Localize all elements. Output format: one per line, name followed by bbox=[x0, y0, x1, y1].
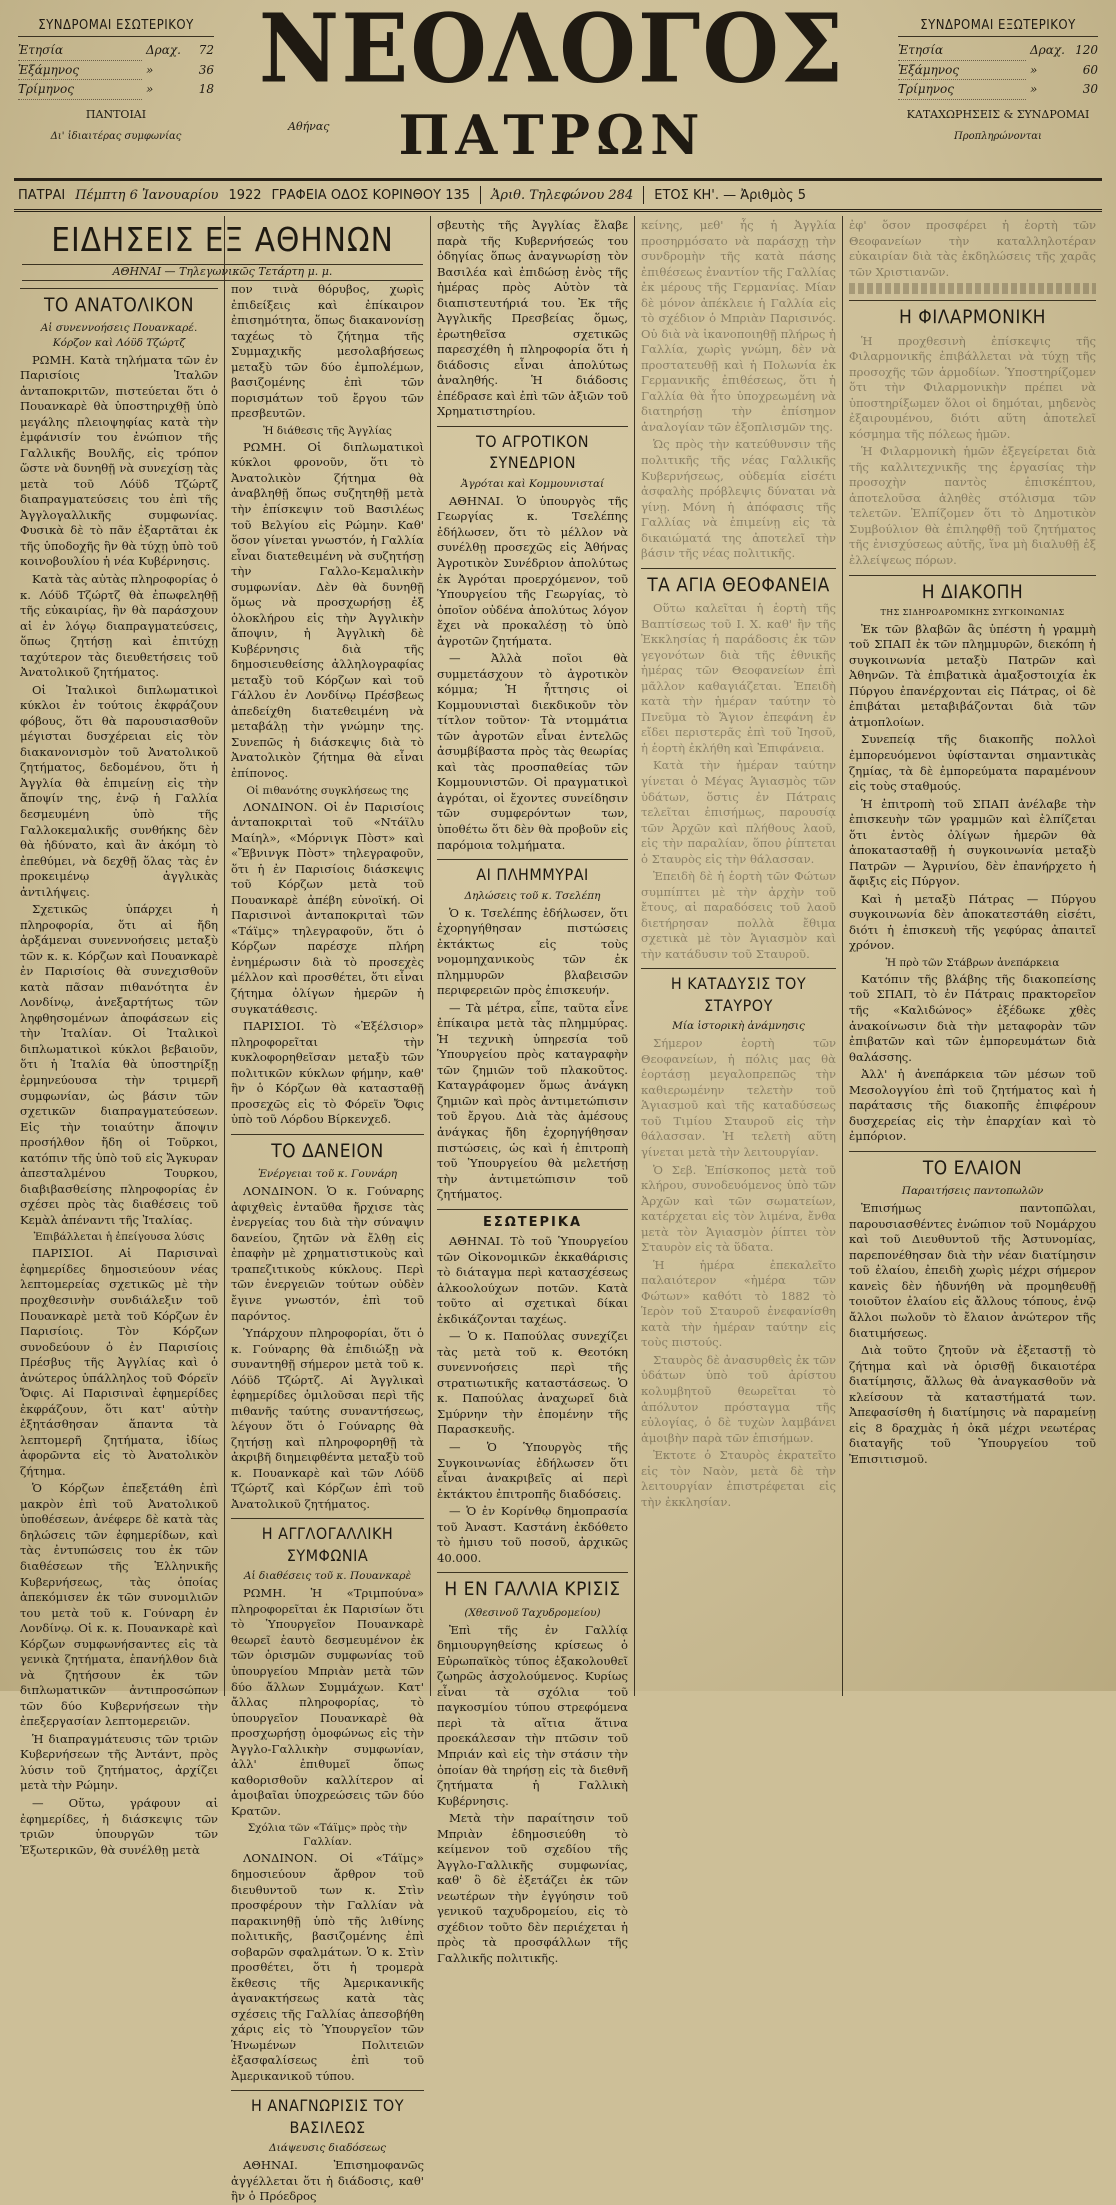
columns bbox=[14, 216, 1102, 2204]
paragraph: Ὑπάρχουν πληροφορίαι, ὅτι ὁ κ. Γούναρης θὰ ἐπιδιώξῃ νὰ συναντηθῇ σήμερον μετὰ τοῦ κ. Λόϋδ Τζώρτζ. Αἱ Ἀγγλικαὶ ἐφημερίδες ὁμιλοῦσαι περὶ τῆς πιθανῆς ταύτης συναντήσεως, λέγουν ὅτι ὁ Γούναρης θὰ ζητήσῃ καὶ πληροφορηθῇ τὰ ἀκριβῆ διημειφθέντα μεταξὺ τοῦ κ. Πουανκαρὲ καὶ τῶν Λόϋδ Τζώρτζ καὶ Κόρζων ἐπὶ τοῦ Ἀνατολικοῦ ζητήματος. bbox=[231, 1326, 424, 1511]
paragraph: — Τὰ μέτρα, εἶπε, ταῦτα εἶνε ἐπίκαιρα μετὰ τὰς πλημμύρας. Ἡ τεχνικὴ ὑπηρεσία τοῦ Ὑπουργείου πρὸς καταγραφὴν τῶν ζημιῶν τοῦ πλακοῦτος. Καταγράφομεν ὅμως ἀνάγκη ζημιῶν καὶ πρὸς ἀντιμετώπισιν τοῦ ἔργου. Διὰ τὰς ἀμέσους ἀνάγκας ἤδη ἐχορηγήθησαν πιστώσεις, ὡς καὶ ἡ ἐπιτροπὴ τοῦ Ὑπουργείου θὰ μελετήσῃ τὴν ἀντιμετώπισιν τοῦ ζητήματος. bbox=[437, 1000, 628, 1202]
paragraph: ΛΟΝΔΙΝΟΝ. Οἱ ἐν Παρισίοις ἀνταποκριταὶ τοῦ «Ντάϊλυ Μαίηλ», «Μόρνιγκ Πὸστ» καὶ «Ἔβνινγκ Πὸστ» τηλεγραφοῦν, ὅτι ἡ ἐν Παρισίοις διάσκεψις τοῦ Κόρζων μετὰ τοῦ Πουανκαρὲ ἀπέβη εὐνοϊκή. Οἱ Παρισινοὶ ἀνταποκριταὶ τῶν «Τάϊμς» τηλεγραφοῦν, ὅτι ὁ Κόρζων παρέσχε πλήρη ἐνημέρωσιν διὰ τὸ προσεχὲς μέλλον καὶ προσθέτει, ὅτι εἶναι ζήτημα ὀλίγων ἡμερῶν ἡ συγκατάθεσις. bbox=[231, 799, 424, 1016]
paragraph: — Ὁ Ὑπουργὸς τῆς Συγκοινωνίας ἐδήλωσεν ὅτι εἶναι ἀνακριβεῖς αἱ περὶ ἐκτάκτου ἐπιτροπῆς διαδόσεις. bbox=[437, 1439, 628, 1501]
paragraph: Ὁ κ. Τσελέπης ἐδήλωσεν, ὅτι ἐχορηγήθησαν πιστώσεις ἐκτάκτως εἰς τοὺς νομομηχανικοὺς τῶν ἐκ πλημμυρῶν βλαβεισῶν περιφερειῶν πρὸς ἐπισκευήν. bbox=[437, 905, 628, 998]
faded-print bbox=[849, 283, 1096, 294]
column-2 bbox=[225, 216, 431, 2204]
rate-row: Τρίμηνος » 18 bbox=[18, 80, 214, 100]
paragraph: ΑΘΗΝΑΙ. Ἐπισημοφανῶς ἀγγέλλεται ὅτι ἡ διάδοσις, καθ' ἣν ὁ Πρόεδρος bbox=[231, 2158, 424, 2204]
column-3 bbox=[431, 216, 635, 1965]
section-subtitle: Ἐνέργειαι τοῦ κ. Γουνάρη bbox=[257, 1168, 398, 1181]
headline-title: ΕΙΔΗΣΕΙΣ ΕΞ ΑΘΗΝΩΝ bbox=[51, 220, 394, 259]
dispatch-heading: Ἡ πρὸ τῶν Στάβρων ἀνεπάρκεια bbox=[885, 956, 1060, 969]
section-title: Η ΦΙΛΑΡΜΟΝΙΚΗ bbox=[849, 300, 1096, 330]
paragraph: Ἡ ἐπιτροπὴ τοῦ ΣΠΑΠ ἀνέλαβε τὴν ἐπισκευὴν τῶν γραμμῶν καὶ ἐλπίζεται ὅτι ἐντὸς ὀλίγων ἡμερῶν θὰ ἀποκατασταθῇ ἡ συγκοινωνία μεταξὺ Πατρῶν — Ἀγρινίου, δὲν ἐπανήρχετο ἡ ἄφιξις εἰς Πύργον. bbox=[849, 796, 1096, 889]
paragraph: ΡΩΜΗ. Οἱ διπλωματικοὶ κύκλοι φρονοῦν, ὅτι τὸ Ἀνατολικὸν ζήτημα θὰ ἀναβληθῇ ὅπως συζητηθῇ μετὰ τὴν ἐπίσκεψιν τοῦ Βασιλέως τοῦ Βελγίου εἰς Ρώμην. Καθ' ὅσον γίνεται γνωστόν, ἡ Γαλλία εἶναι διατεθειμένη νὰ συζητήσῃ τὴν Γαλλο-Κεμαλικὴν συμφωνίαν. Δὲν θὰ δυνηθῇ ὅμως νὰ προσχωρήσῃ ἐξ ὁλοκλήρου εἰς τὴν Ἀγγλικὴν ἄποψιν, ἡ Ἀγγλικὴ δὲ Κυβέρνησις διὰ τῆς δημοσιευθείσης ἀλληλογραφίας μεταξὺ τοῦ Κόρζων καὶ τοῦ Γάλλου ἐν Λονδίνῳ Πρέσβεως ἀπεδείχθη διατεθειμένη νὰ μεταβάλῃ τὴν γνώμην της. Συνεπῶς ἡ διάσκεψις διὰ τὸ Ἀνατολικὸν ζήτημα θὰ εἶναι ἐπίπονος. bbox=[231, 439, 424, 780]
dispatch-heading: Σχόλια τῶν «Τάϊμς» πρὸς τὴν Γαλλίαν. bbox=[247, 1822, 408, 1849]
section-subtitle: Δηλώσεις τοῦ κ. Τσελέπη bbox=[464, 889, 601, 902]
office-address: ΓΡΑΦΕΙΑ ΟΔΟΣ ΚΟΡΙΝΘΟΥ 135 bbox=[271, 187, 471, 203]
headline-banner bbox=[14, 216, 431, 281]
paragraph: ΛΟΝΔΙΝΟΝ. Ὁ κ. Γούναρης ἀφιχθεὶς ἐνταῦθα ἤρχισε τὰς ἐνεργείας του διὰ τὴν σύναψιν δανείου, ζητῶν νὰ ἔλθῃ εἰς ἐπαφὴν μὲ χρηματιστικοὺς καὶ τραπεζιτικοὺς κύκλους. Περὶ τῶν ἐνεργειῶν τούτων οὐδὲν ἔγινε γνωστόν, ἐπὶ τοῦ παρόντος. bbox=[231, 1184, 424, 1323]
rate-row: Τρίμηνος » 30 bbox=[898, 80, 1098, 100]
section-title: Η ΚΑΤΑΔΥΣΙΣ ΤΟΥ ΣΤΑΥΡΟΥ bbox=[641, 968, 836, 1016]
paragraph: Ἡ Φιλαρμονικὴ ἡμῶν ἐξεγείρεται διὰ τῆς καλλιτεχνικῆς της ἐργασίας τὴν προσοχὴν παντὸς ἐπισκέπτου, ἀποτελοῦσα ἀληθὲς στόλισμα τῶν τελετῶν. Ἐλπίζομεν ὅτι τὸ Δημοτικὸν Συμβούλιον θὰ ἐπιληφθῇ τοῦ ζητήματος τῆς ἐνισχύσεως αὐτῆς, ἵνα μὴ διαλυθῇ ἐξ ἐλλείψεως πόρων. bbox=[849, 444, 1096, 568]
section-subtitle: Αἱ συνεννοήσεις Πουανκαρέ. Κόρζον καὶ Λόϋδ Τζώρτζ bbox=[40, 322, 198, 349]
rate-row: Ἑξάμηνος » 36 bbox=[18, 61, 214, 81]
dispatch-heading: Ἡ διάθεσις τῆς Ἀγγλίας bbox=[263, 424, 392, 437]
paragraph: ΡΩΜΗ. Κατὰ τηλήματα τῶν ἐν Παρισίοις Ἰταλῶν ἀνταποκριτῶν, πιστεύεται ὅτι ὁ Πουανκαρὲ θὰ ὑποστηριχθῇ ὑπὸ μεγάλης πλειοψηφίας κατὰ τὴν ἐμφάνισίν του ἐνώπιον τῆς Γαλλικῆς Βουλῆς, εἰς τρόπον ὥστε νὰ δυνηθῇ νὰ συνεχίσῃ τὰς μετὰ τοῦ Λόϋδ Τζώρτζ διαπραγματεύσεις του ἐπὶ τῆς Ἀγγλογαλλικῆς συμφωνίας. Φυσικὰ δὲ τὸ πᾶν ἐξαρτᾶται ἐκ τῆς ὑποδοχῆς ἣν θὰ τύχῃ ὑπὸ τοῦ κοινοβουλίου ἡ νέα Κυβέρνησις. bbox=[20, 352, 218, 569]
section-title: ΑΙ ΠΛΗΜΜΥΡΑΙ bbox=[437, 859, 628, 885]
section-title: ΤΟ ΔΑΝΕΙΟΝ bbox=[231, 1134, 424, 1164]
ads-subscriptions-note: ΚΑΤΑΧΩΡΗΣΕΙΣ & ΣΥΝΔΡΟΜΑΙ bbox=[906, 107, 1090, 121]
section-title: Η ΑΓΓΛΟΓΑΛΛΙΚΗ ΣΥΜΦΩΝΙΑ bbox=[231, 1518, 424, 1566]
place: ΠΑΤΡΑΙ bbox=[18, 187, 66, 203]
newspaper-title: ΝΕΟΛΟΓΟΣ bbox=[258, 0, 846, 105]
section-subtitle: ΤΗΣ ΣΙΔΗΡΟΔΡΟΜΙΚΗΣ ΣΥΓΚΟΙΝΩΝΙΑΣ bbox=[880, 608, 1065, 617]
paragraph: — Οὕτω, γράφουν αἱ ἐφημερίδες, ἡ διάσκεψις τῶν τριῶν ὑπουργῶν τῶν Ἐξωτερικῶν, θὰ συνέλθῃ μετὰ bbox=[20, 1795, 218, 1857]
paragraph: Σταυρὸς δὲ ἀνασυρθεὶς ἐκ τῶν ὑδάτων ὑπὸ τοῦ ἀρίστου κολυμβητοῦ θεωρεῖται τὸ ἀπόλυτον πρόσταγμα τῆς εὐλογίας, ὁ δὲ τυχὼν λαμβάνει ἀμοιβὴν παρὰ τῶν ἐπισήμων. bbox=[641, 1352, 836, 1445]
section-subtitle: Μία ἱστορικὴ ἀνάμνησις bbox=[672, 1020, 805, 1033]
rate-row: Ἐτησία Δραχ. 120 bbox=[898, 41, 1098, 61]
section-title: Η ΔΙΑΚΟΠΗ bbox=[849, 575, 1096, 605]
paragraph: Κατὰ τὰς αὐτὰς πληροφορίας ὁ κ. Λόϋδ Τζώρτζ θὰ ἐπωφεληθῇ τῆς εὐκαιρίας, ἣν θὰ παράσχουν αἱ ἐν λόγῳ διαπραγματεύσεις, ὅπως ζητήσῃ καὶ ἐπιτύχῃ ταχύτερον τὰς διευθετήσεις τοῦ Ἀνατολικοῦ ζητήματος. bbox=[20, 572, 218, 680]
paragraph: ΛΟΝΔΙΝΟΝ. Οἱ «Τάϊμς» δημοσιεύουν ἄρθρον τοῦ διευθυντοῦ των κ. Στὶν προσφέρουν τὴν Γαλλίαν νὰ παρακινηθῇ ὑπὸ τῆς λιθίνης πολιτικῆς, βασιζομένης ἐπὶ σοβαρῶν σφαλμάτων. Ὁ κ. Στὶν προσθέτει, ὅτι ἡ τρομερὰ ἔκθεσις τῆς Ἀμερικανικῆς ἀγανακτήσεως κατὰ τὰς σχέσεις τῆς Γαλλίας ἀπεσοβήθη χάρις εἰς τὸ Ὑπουργεῖον τῶν Ἡνωμένων Πολιτειῶν ἐξασφαλίσεως ἐπὶ τοῦ Ἀμερικανικοῦ τύπου. bbox=[231, 1851, 424, 2083]
paragraph: Ἡ ἡμέρα ἐπεκαλεῖτο παλαιότερον «ἡμέρα τῶν Φώτων» καθότι τὸ 1882 τὸ Ἱερὸν τοῦ Σταυροῦ ἐνεφανίσθη κατὰ τὴν ἡμέραν ταύτην εἰς τοὺς πιστούς. bbox=[641, 1257, 836, 1350]
dispatch-heading: Ἐπιβάλλεται ἡ ἐπείγουσα λύσις bbox=[33, 1231, 205, 1244]
paragraph: ΡΩΜΗ. Ἡ «Τριμπούνα» πληροφορεῖται ἐκ Παρισίων ὅτι τὸ Ὑπουργεῖον Πουανκαρὲ θεωρεῖ ἑαυτὸ δεσμευμένον ἐκ τῶν ὁρισμῶν συμφωνίας τοῦ ὑπουργείου Μπριὰν μετὰ τῶν δύο ἄλλων Συμμάχων. Κατ' ἄλλας πληροφορίας, τὸ ὑπουργεῖον Πουανκαρὲ θὰ προσχωρήσῃ ὁμοφώνως εἰς τὴν Ἀγγλο-Γαλλικὴν συμφωνίαν, ἀλλ' ἐπιθυμεῖ ὅπως καθορισθοῦν καλλίτερον αἱ ἀμοιβαῖαι ὑποχρεώσεις τῶν δύο Κρατῶν. bbox=[231, 1586, 424, 1818]
paragraph: Ἡ διαπραγμάτευσις τῶν τριῶν Κυβερνήσεων τῆς Ἀντάντ, πρὸς λύσιν τοῦ ζητήματος, ἀρχίζει μετὰ τὴν Ρώμην. bbox=[20, 1731, 218, 1793]
phone-number: Ἀριθ. Τηλεφώνου 284 bbox=[491, 187, 634, 203]
section-title: ΕΣΩΤΕΡΙΚΑ bbox=[437, 1209, 628, 1231]
paragraph: Μετὰ τὴν παραίτησιν τοῦ Μπριὰν ἐδημοσιεύθη τὸ κείμενον τοῦ σχεδίου τῆς Ἀγγλο-Γαλλικῆς συμφωνίας, καθ' ὃ δὲ ἐξετάζει ἐκ τῶν νεωτέρων τὴν ἐγγύησιν τοῦ γενικοῦ ταχυδρομείου, εἰς τὸ σχέδιον τοῦτο δὲν περιέχεται ἡ πρὸς τὰ προσφάλλων τῆς Γαλλικῆς πολιτικῆς. bbox=[437, 1811, 628, 1965]
domestic-subscriptions bbox=[18, 16, 214, 144]
paragraph: Συνεπείᾳ τῆς διακοπῆς πολλοὶ ἐμπορευόμενοι ὑφίστανται σημαντικὰς ζημίας, τὰ δὲ ἐμπορεύματα παραμένουν εἰς τοὺς σταθμούς. bbox=[849, 732, 1096, 794]
rate-row: Ἑξάμηνος » 60 bbox=[898, 61, 1098, 81]
section-subtitle: Παραιτήσεις παντοπωλῶν bbox=[901, 1185, 1044, 1198]
paragraph: Σχετικῶς ὑπάρχει ἡ πληροφορία, ὅτι αἱ ἤδη ἀρξάμεναι συνεννοήσεις μεταξὺ τῶν κ. κ. Κόρζων καὶ Πουανκαρὲ ἐν Παρισίοις θὰ συνεχισθοῦν κατὰ πᾶσαν πιθανότητα ἐν Λονδίνῳ, ἀνεξαρτήτως τῶν ληφθησομένων ἀποφάσεων εἰς τὴν Ἰταλίαν. Οἱ Ἰταλικοὶ διπλωματικοὶ κύκλοι βεβαιοῦν, ὅτι ἡ Ἰταλία θὰ ὑποστηρίξῃ ἐρμηνεύουσα τὴν τριμερῆ συμφωνίαν, ὡς βάσιν τῶν σχετικῶν διαπραγματεύσεων. Εἰς τὴν τοιαύτην ἄποψιν προσήλθον ἤδη οἱ Τοῦρκοι, κατόπιν τῆς ὑπὸ τοῦ εἰς Ἄγκυραν ἀπεσταλμένου Τουρκου, διαβιβασθείσης πληροφορίας ἐν σχέσει πρὸς τὰς διαθέσεις τοῦ Κεμὰλ ἀπέναντι τῆς Ἰταλίας. bbox=[20, 902, 218, 1227]
paragraph: πον τινὰ θόρυβος, χωρὶς ἐπιδείξεις καὶ ἐπίκαιρον ἐπισημότητα, ὅπως διακανονίσῃ ταχέως τὸ ζήτημα τῆς Συμμαχικῆς μεσολαβήσεως μεταξὺ τῶν δύο ἐμπολέμων, βασιζομένης ἐπὶ τῶν πορισμάτων τοῦ ἔργου τῶν πρεσβευτῶν. bbox=[231, 282, 424, 421]
headline-subtitle: ΑΘΗΝΑΙ — Τηλεγωνικῶς Τετάρτη μ. μ. bbox=[22, 264, 423, 281]
section-subtitle: Ἀγρόται καὶ Κομμουνισταί bbox=[460, 477, 605, 490]
paragraph: Οἱ Ἰταλικοὶ διπλωματικοὶ κύκλοι ἐν τούτοις ἐκφράζουν φόβους, ὅτι θὰ παρουσιασθοῦν μέγισται δυσχέρειαι εἰς τὸν διακανονισμὸν τοῦ Ἀνατολικοῦ ζητήματος, δεδομένου, ὅτι ἡ Ἀγγλία θὰ ἐπιμείνῃ εἰς τὴν ἄποψίν της, ἐνῷ ἡ Γαλλία δεσμευμένη ὑπὸ τῆς Γαλλοκεμαλικῆς συνθήκης δὲν θὰ ἠδύνατο, καὶ ἂν ἀκόμη τὸ ἐπεθύμει, νὰ δεχθῇ ὅλας τὰς ἐν προκειμένῳ ἀγγλικὰς ἀντιλήψεις. bbox=[20, 682, 218, 899]
domestic-subscriptions-heading: ΣΥΝΔΡΟΜΑΙ ΕΣΩΤΕΡΙΚΟΥ bbox=[18, 16, 214, 37]
divider bbox=[480, 186, 481, 204]
paragraph: Ἡ προχθεσινὴ ἐπίσκεψις τῆς Φιλαρμονικῆς ἐπιβάλλεται νὰ τύχῃ τῆς προσοχῆς τῶν ἁρμοδίων. Ὑποστηρίζομεν ὅτι τὴν Φιλαρμονικὴν πρέπει νὰ ὑποστηρίξωμεν ὅλοι οἱ δημόται, μηδενὸς ἐξαιρουμένου, διότι αὕτη ἀποτελεῖ κόσμημα τῆς πόλεως ἡμῶν. bbox=[849, 333, 1096, 441]
issue-date: Πέμπτη 6 Ἰανουαρίου bbox=[75, 187, 219, 203]
section-title: ΤΑ ΑΓΙΑ ΘΕΟΦΑΝΕΙΑ bbox=[641, 568, 836, 598]
paragraph: Κατὰ τὴν ἡμέραν ταύτην γίνεται ὁ Μέγας Ἁγιασμὸς τῶν ὑδάτων, ὅστις ἐν Πάτραις τελεῖται ἐπισήμως, παρουσίᾳ τῶν Ἀρχῶν καὶ πλήθους λαοῦ, εἰς τὴν παραλίαν, ὅπου ῥίπτεται ὁ Σταυρὸς εἰς τὴν θάλασσαν. bbox=[641, 758, 836, 866]
section-subtitle: Αἱ διαθέσεις τοῦ κ. Πουανκαρὲ bbox=[243, 1570, 412, 1583]
paragraph: ΠΑΡΙΣΙΟΙ. Τὸ «Ἐξέλσιορ» πληροφορεῖται τὴν κυκλοφορηθεῖσαν μεταξὺ τῶν πολιτικῶν κύκλων φήμην, καθ' ἣν ὁ Κόρζων θὰ κατασταθῇ προσεχῶς εἰς τὸ Φόρεϊν Ὄφις ὑπὸ τοῦ Λόρδου Βίρκενχεδ. bbox=[231, 1019, 424, 1127]
column-5 bbox=[843, 216, 1102, 1696]
section-title: ΤΟ ΕΛΑΙΟΝ bbox=[849, 1151, 1096, 1181]
paragraph: Καὶ ἡ μεταξὺ Πάτρας — Πύργου συγκοινωνία δὲν ἀποκατεστάθη εἰσέτι, διότι ἡ ἐπισκευὴ τῆς γεφύρας ἀπαιτεῖ χρόνον. bbox=[849, 891, 1096, 953]
foreign-subscriptions-heading: ΣΥΝΔΡΟΜΑΙ ΕΞΩΤΕΡΙΚΟΥ bbox=[898, 16, 1098, 37]
issue-number: ΕΤΟΣ ΚΗ'. — Ἀριθμὸς 5 bbox=[654, 187, 806, 203]
paragraph: Διὰ τοῦτο ζητοῦν νὰ ἐξεταστῇ τὸ ζήτημα καὶ νὰ ὁρισθῇ δικαιοτέρα διατίμησις, ἄλλως θὰ ἀναγκασθοῦν νὰ κλείσουν τὰ καταστήματά των. Ἀπεφασίσθη ἡ διατίμησις νὰ παραμείνῃ εἰς 8 δραχμὰς ἡ ὀκᾶ μέχρι νεωτέρας διαταγῆς τοῦ Ὑπουργείου τοῦ Ἐπισιτισμοῦ. bbox=[849, 1343, 1096, 1466]
paragraph: Κατόπιν τῆς βλάβης τῆς διακοπείσης τοῦ ΣΠΑΠ, τὸ ἐν Πάτραις πρακτορεῖον τῆς «Καλιδώνος» ἐξέδωκε χθὲς ἀνακοίνωσιν διὰ τὴν μεταφορὰν τῶν ἐπιβατῶν καὶ τῶν ἐμπορευμάτων διὰ θαλάσσης. bbox=[849, 971, 1096, 1064]
paragraph: Ἐπειδὴ δὲ ἡ ἑορτὴ τῶν Φώτων συμπίπτει μὲ τὴν ἀρχὴν τοῦ ἔτους, αἱ παραδόσεις τοῦ λαοῦ διετήρησαν πολλὰ ἔθιμα σχετικὰ μὲ τὸν Ἁγιασμὸν καὶ τὴν κατάδυσιν τοῦ Σταυροῦ. bbox=[641, 869, 836, 961]
paragraph: Σήμερον ἑορτὴ τῶν Θεοφανείων, ἡ πόλις μας θὰ ἑορτάσῃ μεγαλοπρεπῶς τὴν καθιερωμένην τελετὴν τοῦ Ἁγιασμοῦ καὶ τῆς καταδύσεως τοῦ Τιμίου Σταυροῦ εἰς τὴν θάλασσαν. Ἡ τελετὴ αὕτη γίνεται μετὰ τὴν λειτουργίαν. bbox=[641, 1036, 836, 1160]
section-title: Η ΑΝΑΓΝΩΡΙΣΙΣ ΤΟΥ ΒΑΣΙΛΕΩΣ bbox=[231, 2090, 424, 2138]
paragraph: Ὁ Σεβ. Ἐπίσκοπος μετὰ τοῦ κλήρου, συνοδευόμενος ὑπὸ τῶν Ἀρχῶν καὶ τῶν σωματείων, κατέρχεται εἰς τὸν λιμένα, ἔνθα μετὰ τὸν Ἁγιασμὸν ῥίπτει τὸν Σταυρὸν εἰς τὰ ὕδατα. bbox=[641, 1162, 836, 1255]
title-city: Αθήνας bbox=[288, 120, 330, 133]
ads-note-terms: Δι' ἰδιαιτέρας συμφωνίας bbox=[50, 130, 182, 142]
paragraph: Ἐπισήμως παντοπῶλαι, παρουσιασθέντες ἐνώπιον τοῦ Νομάρχου καὶ τοῦ Διευθυντοῦ τῆς Ἀστυνομίας, παρεπονέθησαν διὰ τὴν νέαν διατίμησιν τοῦ ἐλαίου, ἐπειδὴ χωρὶς μέχρι σήμερον κανεὶς δὲν ἠδυνήθη νὰ προμηθευθῇ τοιοῦτον ἐλαίου εἰς ἄλλους τόπους, ἐνῷ ἄλλοι πωλοῦν τὸ ἔλαιον ἀνώτερον τῆς διατιμήσεως. bbox=[849, 1201, 1096, 1340]
foreign-subscriptions bbox=[898, 16, 1098, 144]
paragraph: Ἐκ τῶν βλαβῶν ἃς ὑπέστη ἡ γραμμὴ τοῦ ΣΠΑΠ ἐκ τῶν πλημμυρῶν, διεκόπη ἡ συγκοινωνία μεταξὺ Πατρῶν καὶ Ἀθηνῶν. Τὰ ἐπιβατικὰ ἀμαξοστοιχία ἐκ Πύργου ἐπανέρχονται εἰς Πάτρας, οἱ δὲ ἐπιβάται μεταβιβάζονται διὰ τῶν ἀτμοπλοίων. bbox=[849, 621, 1096, 729]
section-title: ΤΟ ΑΝΑΤΟΛΙΚΟΝ bbox=[20, 288, 218, 318]
column-4 bbox=[635, 216, 843, 1696]
ads-note: ΠΑΝΤΟΙΑΙ bbox=[85, 107, 147, 121]
paragraph: — Ἀλλὰ ποῖοι θὰ συμμετάσχουν τὸ ἀγροτικὸν κόμμα; Ἡ ἧττησις οἱ Κομμουνισταὶ διεκδικοῦν τὸν τίτλον τοῦτον· Τὰ ντομμάτια τῶν ἀγροτῶν εἶναι ἐντελῶς ἀσυμβίβαστα πρὸς τὰς θεωρίας καὶ τὰς προσπαθείας τῶν Κομμουνιστῶν. Οἱ πραγματικοὶ ἀγρόται, οἱ ἔχοντες συνείδησιν τῶν συμφερόντων των, ὑποθέτω ὅτι δὲν θὰ προβοῦν εἰς παρόμοια τολμήματα. bbox=[437, 651, 628, 852]
paragraph: Οὕτω καλεῖται ἡ ἑορτὴ τῆς Βαπτίσεως τοῦ Ι. Χ. καθ' ἣν τῆς Ἐκκλησίας ἡ παράδοσις ἐκ τῶν γεγονότων διὰ τῆς ἐθνικῆς ἡμέρας τῶν Θεοφανείων ἐπὶ μᾶλλον καθαγιάζεται. Ἐπειδὴ κατὰ τὴν ἡμέραν ταύτην τὸ Πνεῦμα τὸ Ἅγιον ἐπεφάνη ἐν εἴδει περιστερᾶς ἐπὶ τοῦ Ἰησοῦ, ἡ ἑορτὴ ἐκλήθη καὶ Ἐπιφάνεια. bbox=[641, 601, 836, 755]
masthead bbox=[14, 0, 1102, 181]
paragraph: Ἐπὶ τῆς ἐν Γαλλίᾳ δημιουργηθείσης κρίσεως ὁ Εὐρωπαϊκὸς τύπος ἐξακολουθεῖ ζωηρῶς ἀσχολούμενος. Κυρίως εἶναι τὰ σχόλια τοῦ παγκοσμίου τύπου στρεφόμενα περὶ τὰ αἴτια ἅτινα προεκάλεσαν τὴν πτῶσιν τοῦ Μπριάν καὶ εἰς τὴν στάσιν τὴν ὁποίαν θὰ τηρήσῃ εἰς τὰ διεθνῆ ζητήματα ἡ Γαλλικὴ Κυβέρνησις. bbox=[437, 1622, 628, 1808]
prepaid-note: Προπληρώνονται bbox=[954, 130, 1042, 142]
paragraph: Ἀλλ' ἡ ἀνεπάρκεια τῶν μέσων τοῦ Μεσολογγίου ἐπὶ τοῦ ζητήματος καὶ ἡ παράτασις τῆς διακοπῆς ἐπιφέρουν δυσχερείας εἰς τὴν ἐπαρχίαν καὶ τὸ ἐμπόριον. bbox=[849, 1067, 1096, 1144]
paragraph: Ἐκτοτε ὁ Σταυρὸς ἐκρατεῖτο εἰς τὸν Ναὸν, μετὰ δὲ τὴν λειτουργίαν ἐπιστρέφεται εἰς τὴν ἐκκλησίαν. bbox=[641, 1448, 836, 1509]
paragraph: — Ὁ κ. Παπούλας συνεχίζει τὰς μετὰ τοῦ κ. Θεοτόκη συνεννοήσεις περὶ τῆς στρατιωτικῆς καταστάσεως. Ὁ κ. Παπούλας ἀναχωρεῖ διὰ Σμύρνην τὴν ἐπομένην τῆς Παρασκευῆς. bbox=[437, 1329, 628, 1437]
issue-year: 1922 bbox=[228, 187, 262, 203]
paragraph: ΑΘΗΝΑΙ. Τὸ τοῦ Ὑπουργείου τῶν Οἰκονομικῶν ἐκκαθάρισις τὸ διάταγμα περὶ κατασχέσεως ἀλκοολούχων ποτῶν. Κατὰ τοῦτο αἱ σχετικαὶ δίκαι ἐκδικάζονται ταχέως. bbox=[437, 1234, 628, 1326]
newspaper-subtitle: ΠΑΤΡΩΝ bbox=[398, 103, 706, 167]
date-bar bbox=[14, 181, 1102, 212]
paragraph: Ὁ Κόρζων ἐπεξετάθη ἐπὶ μακρὸν ἐπὶ τοῦ Ἀνατολικοῦ ὑποθέσεων, ἀνέφερε δὲ κατὰ τὰς δηλώσεις τῶν ἐφημερίδων, καὶ τὰς ἐντυπώσεις του ἐκ τῶν διαθέσεων τῆς Ἑλληνικῆς Κυβερνήσεως, τὰς ὁποίας ἀπεκόμισεν ἐκ τῶν συνομιλιῶν του μετὰ τοῦ κ. Γούναρη ἐν Λονδίνῳ. Οἱ κ. κ. Πουανκαρὲ καὶ Κόρζων συμφωνήσαντες εἰς τὰ γενικὰ ζητήματα, ἐπανήλθον διὰ νὰ ζητήσουν ἐκ τῶν διπλωματικῶν ἀντιπροσώπων τῶν δύο Κυβερνήσεων τὴν ἐπεξεργασίαν λεπτομερειῶν. bbox=[20, 1481, 218, 1729]
section-title: ΤΟ ΑΓΡΟΤΙΚΟΝ ΣΥΝΕΔΡΙΟΝ bbox=[437, 426, 628, 474]
paragraph: κείνης, μεθ' ἧς ἡ Ἀγγλία προσηρμόσατο νὰ παράσχῃ τὴν συνδρομὴν τῆς κατὰ πάσης ἐπιθέσεως ἐναντίον τῆς Γαλλίας ἐκ μέρους τῆς Γερμανίας. Μίαν δὲ μόνον ἀπέκλειε ἡ Γαλλία εἰς τὸ σχέδιον ὁ Μπριὰν Παρισινός. Οὐ διὰ νὰ ἱκανοποιηθῇ πλήρως ἡ Γαλλία, χωρὶς γνώμη, δὲν νὰ προστατευθῇ καὶ ἡ Πολωνία ἐκ Γερμανικῆς ἐπιθέσεως, ὅτι ἡ Γαλλία θὰ ἦτο ὑποχρεωμένη νὰ διατηρήσῃ τὴν ἐπίσημον ἀναλογίαν τῶν ἐξοπλισμῶν της. bbox=[641, 218, 836, 434]
section-title: Η ΕΝ ΓΑΛΛΙΑ ΚΡΙΣΙΣ bbox=[437, 1572, 628, 1602]
paragraph: ΑΘΗΝΑΙ. Ὁ ὑπουργὸς τῆς Γεωργίας κ. Τσελέπης ἐδήλωσεν, ὅτι τὸ μέλλον νὰ συνέλθῃ προσεχῶς εἰς Ἀθήνας Ἀγροτικὸν Συνέδριον ἀπολύτως ἐκ Ἀγρόται προερχόμενον, τοῦ Ὑπουργείου τῆς Γεωργίας, τὸ ὁποῖον οὐδένα ἀπολύτως λόγον ἔχει νὰ προκαλέσῃ τὸ ὑπὸ ἀγροτῶν ζητήματα. bbox=[437, 493, 628, 648]
paragraph: σβευτὴς τῆς Ἀγγλίας ἔλαβε παρὰ τῆς Κυβερνήσεώς του ὁδηγίας ὅπως ἀναγνωρίσῃ τὸν Βασιλέα καὶ ἐπιδώσῃ ἐνὸς τῆς ἡμέρας πρὸς Αὐτὸν τὰ διαπιστευτήριά του. Ἐκ τῆς Ἀγγλικῆς Πρεσβείας ὅμως, ἐρωτηθεῖσα σχετικῶς παρεσχέθη ἡ πληροφορία ὅτι ἡ διάδοσις εἶναι ἀπολύτως ἀναληθής. Ἡ διάδοσις ἐπέδρασε καὶ ἐπὶ τῶν ἀξιῶν τοῦ Χρηματιστηρίου. bbox=[437, 218, 628, 419]
divider bbox=[643, 186, 644, 204]
section-subtitle: Διάψευσις διαδόσεως bbox=[269, 2142, 386, 2155]
paragraph: Ὡς πρὸς τὴν κατεύθυνσιν τῆς πολιτικῆς τῆς νέας Γαλλικῆς Κυβερνήσεως, οὐδεμία εἰσέτι ἀσφαλὴς πρόβλεψις δύναται νὰ γίνῃ. Μόνη ἡ ἀπόφασις τῆς Γαλλίας νὰ ἐπιμείνῃ εἰς τὰ δικαιώματά της ἀποτελεῖ τὴν βάσιν τῆς νέας πολιτικῆς. bbox=[641, 437, 836, 561]
paragraph: ΠΑΡΙΣΙΟΙ. Αἱ Παρισιναὶ ἐφημερίδες δημοσιεύουν νέας λεπτομερείας σχετικῶς μὲ τὴν προχθεσινὴν συνδιάλεξιν τοῦ Πουανκαρὲ μετὰ τοῦ Κόρζων ἐν Παρισίοις. Τὸν Κόρζων συνοδεύουν ὁ ἐν Παρισίοις Πρέσβυς τῆς Ἀγγλίας καὶ ὁ ἀνώτερος ὑπάλληλος τοῦ Φόρεϊν Ὄφις. Αἱ Παρισιναὶ ἐφημερίδες ἐκφράζουν, ὅτι κατ' αὐτὴν ἐξητάσθησαν ἅπαντα τὰ λεπτομερῆ ζητήματα, ἰδίως ἀφορῶντα εἰς τὸ Ἀνατολικὸν ζήτημα. bbox=[20, 1246, 218, 1478]
dispatch-heading: Οἱ πιθανότης συγκλήσεως της bbox=[246, 784, 409, 797]
rate-row: Ἐτησία Δραχ. 72 bbox=[18, 41, 214, 61]
paragraph: — Ὁ ἐν Κορίνθῳ δημοπρασία τοῦ Ἀναστ. Καστάνη ἐκδόθετο τὸ ἡμισυ τοῦ ποσοῦ, ἀρχικῶς 40.000. bbox=[437, 1504, 628, 1565]
paragraph: ἐφ' ὅσον προσφέρει ἡ ἑορτὴ τῶν Θεοφανείων τὴν καταλληλοτέραν εὐκαιρίαν διὰ τὰς ἐκδηλώσεις τῆς χαρᾶς τῶν Χριστιανῶν. bbox=[849, 218, 1096, 279]
section-subtitle: (Χθεσινοῦ Ταχυδρομείου) bbox=[464, 1606, 601, 1619]
